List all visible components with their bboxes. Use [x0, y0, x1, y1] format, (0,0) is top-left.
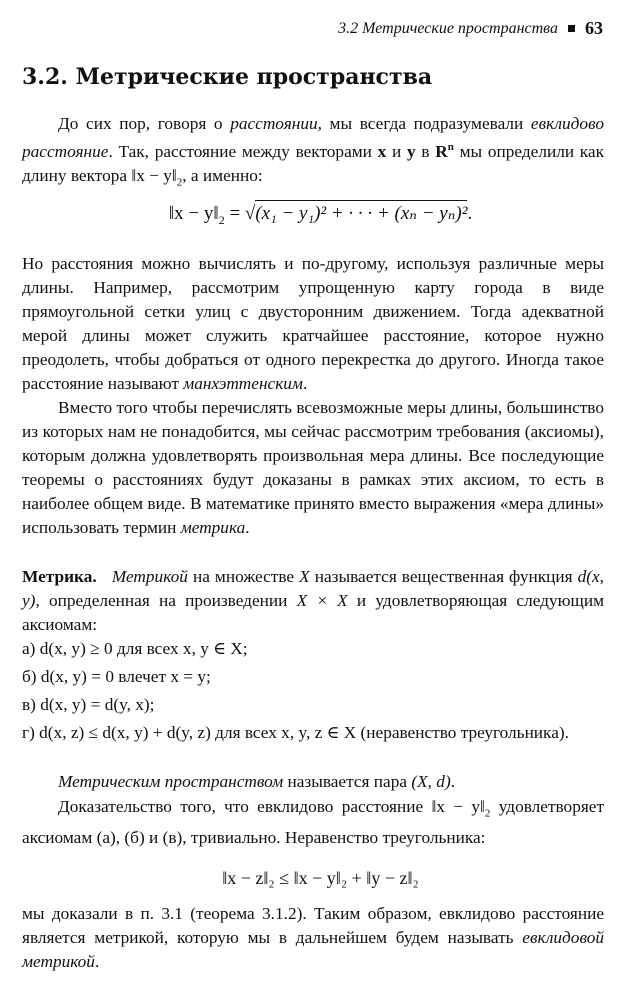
emphasis: манхэттенским — [183, 373, 303, 393]
axiom-b: б) d(x, y) = 0 влечет x = y; — [22, 666, 211, 686]
text: . — [302, 373, 308, 393]
formula-radicand: (x₁ − y₁)² + · · · + (xₙ − yₙ)² — [255, 200, 467, 224]
paragraph-intro — [22, 112, 604, 195]
norm-expression: ‖x − y‖ — [131, 165, 177, 185]
paragraph-manhattan — [22, 252, 604, 395]
paragraph-axioms-intro — [22, 396, 604, 539]
running-header-title: 3.2 Метрические пространства — [338, 19, 558, 37]
text: удовлетворяет аксиомам (а), (б) и (в), тривиально. Неравенство треугольника: — [22, 797, 605, 848]
norm-expression: ‖x − y‖ — [431, 797, 485, 816]
math-XxX: X × X — [296, 590, 348, 610]
axiom-g: г) d(x, z) ≤ d(x, y) + d(y, z) для всех x, y, z ∈ X (неравенство треугольника). — [22, 722, 569, 742]
text: . — [450, 772, 456, 791]
paragraph-proof — [22, 795, 604, 850]
math-pair: (X, d) — [411, 772, 451, 791]
triangle-inequality-formula: ‖x − z‖₂ ≤ ‖x − y‖₂ + ‖y − z‖₂ — [222, 868, 419, 888]
section-title: 3.2. Метрические пространства — [22, 64, 433, 90]
paragraph-conclusion — [22, 902, 604, 974]
metric-space-definition — [22, 770, 604, 794]
running-header — [338, 18, 603, 39]
space-R: R — [435, 141, 448, 161]
vector-x: x — [377, 141, 387, 161]
vector-y: y — [407, 141, 416, 161]
text: , определенная на произведении — [35, 590, 297, 610]
metric-definition — [22, 565, 604, 637]
emphasis: расстоянии — [230, 114, 318, 133]
formula-lhs-subscript: 2 — [218, 212, 225, 227]
text: Но расстояния можно вычислять и по-другому, используя различные меры длины. Например, рассмотрим упрощенную карту города в виде прямоугольной сетки улиц с двусторонним движением. Тогда адекватной мерой длины может служить кратчайшее расстояние, которое нужно преодолеть, чтобы добраться от одного перекрестка до другого. Иногда такое расстояние называют — [22, 254, 604, 393]
axiom-a: а) d(x, y) ≥ 0 для всех x, y ∈ X; — [22, 639, 248, 658]
text: в — [415, 141, 436, 161]
emphasis: евклидовой метрикой — [22, 927, 604, 971]
formula-period: . — [467, 203, 473, 224]
text: . — [94, 951, 100, 971]
text: Доказательство того, что евклидово расстояние — [58, 797, 432, 816]
space-dimension: n — [447, 140, 454, 153]
text: называется пара — [283, 772, 412, 791]
math-X: X — [299, 567, 310, 586]
norm-subscript: 2 — [484, 807, 491, 820]
euclidean-distance-formula — [0, 202, 641, 228]
axiom-v: в) d(x, y) = d(y, x); — [22, 694, 155, 714]
text: на множестве — [187, 567, 300, 586]
emphasis: евклидово расстояние — [22, 114, 604, 161]
text: Вместо того чтобы перечислять всевозможные меры длины, большинство из которых нам не понадобится, мы сейчас рассмотрим требования (аксиомы), которым должна удовлетворять произвольная мера длины. Все последующие теоремы о расстояниях будут доказаны в рамках этих аксиом, то есть в наиболее общем виде. В математике принято вместо выражения «мера длины» использовать термин — [22, 398, 604, 537]
text: мы определили как длину вектора — [22, 141, 605, 185]
text: , мы всегда подразумевали — [317, 114, 531, 133]
text: называется вещественная функция — [309, 567, 578, 586]
text: . Так, расстояние между векторами — [108, 141, 378, 161]
axiom-list — [22, 637, 604, 745]
page-number: 63 — [585, 18, 603, 38]
text: До сих пор, говоря о — [58, 114, 231, 133]
text: . — [245, 517, 250, 537]
text: , а именно: — [182, 165, 263, 185]
square-bullet-icon — [568, 25, 575, 32]
emphasis: Метрикой — [111, 567, 188, 586]
math-dxy: d(x, y) — [22, 567, 604, 610]
emphasis: Метрическим пространством — [58, 772, 284, 791]
text: и — [386, 141, 408, 161]
text: мы доказали в п. 3.1 (теорема 3.1.2). Таким образом, евклидово расстояние является метрикой, которую мы в дальнейшем будем называть — [22, 904, 604, 947]
definition-heading: Метрика. — [22, 567, 97, 586]
emphasis: метрика — [180, 517, 246, 537]
norm-subscript: 2 — [176, 176, 183, 189]
formula-lhs: ‖x − y‖ — [168, 203, 219, 224]
formula-equals-sqrt: = √ — [224, 203, 256, 224]
text: и удовлетворяющая следующим аксиомам: — [22, 590, 604, 634]
